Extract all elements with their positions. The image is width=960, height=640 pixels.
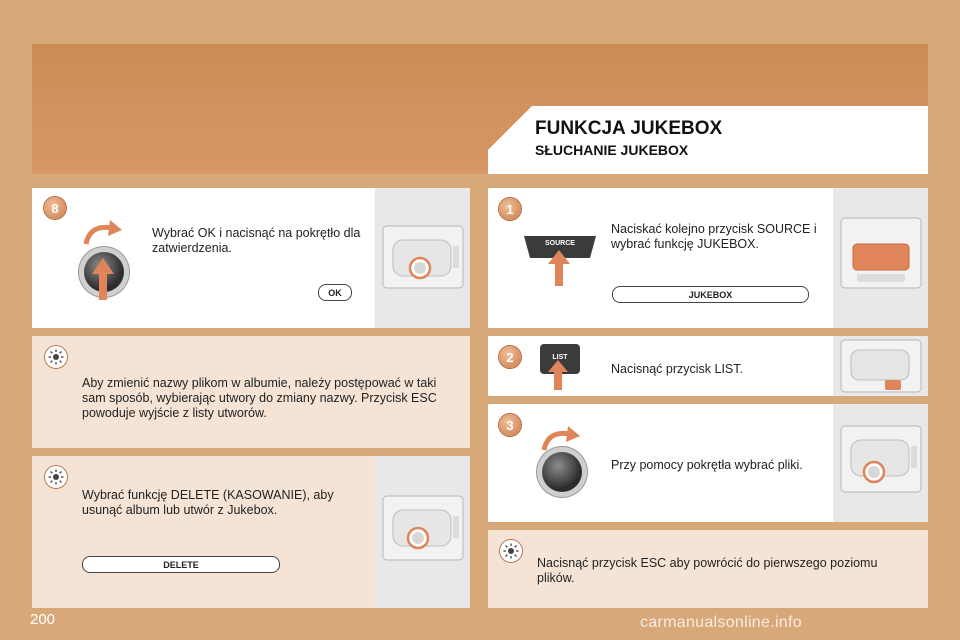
- step1-text: Naciskać kolejno przycisk SOURCE i wybrać funkcję JUKEBOX.: [611, 222, 817, 251]
- tip3-lightbulb-icon: [499, 539, 523, 563]
- ok-pill: OK: [318, 284, 352, 301]
- radio-panel-illustration: [375, 456, 470, 608]
- press-arrow-icon: [92, 258, 114, 300]
- step8-radio-image: [375, 188, 470, 328]
- radio-panel-illustration: [833, 188, 928, 328]
- page-title: FUNKCJA JUKEBOX: [535, 118, 723, 139]
- radio-panel-illustration: [833, 336, 928, 396]
- step2-text: Nacisnąć przycisk LIST.: [611, 362, 743, 376]
- step-badge-2: 2: [499, 346, 521, 368]
- tip1-text: Aby zmienić nazwy plikom w albumie, należy postępować w taki sam sposób, wybierając utwory do zmiany nazwy. Przycisk ESC powoduje wyjście z listy utworów.: [82, 376, 437, 420]
- press-arrow-icon: [548, 250, 570, 286]
- step3-text: Przy pomocy pokrętła wybrać pliki.: [611, 458, 803, 472]
- page-number: 200: [30, 611, 56, 628]
- step-badge-3: 3: [499, 414, 521, 436]
- watermark: carmanualsonline.info: [640, 614, 802, 631]
- list-button-label: LIST: [552, 354, 568, 361]
- step8-text: Wybrać OK i nacisnąć na pokrętło dla zatwierdzenia.: [152, 226, 361, 255]
- radio-panel-illustration: [375, 188, 470, 328]
- step1-radio-image: [833, 188, 928, 328]
- radio-panel-illustration: [833, 404, 928, 522]
- step3-radio-image: [833, 404, 928, 522]
- step-badge-8: 8: [44, 197, 66, 219]
- rotate-arrow-icon: [538, 424, 582, 454]
- tip3-text: Nacisnąć przycisk ESC aby powrócić do pierwszego poziomu plików.: [537, 556, 878, 585]
- jukebox-pill: JUKEBOX: [612, 286, 809, 303]
- step-badge-1: 1: [499, 198, 521, 220]
- delete-pill: DELETE: [82, 556, 280, 573]
- tip1-lightbulb-icon: [44, 345, 68, 369]
- tip2-lightbulb-icon: [44, 465, 68, 489]
- step2-radio-image: [833, 336, 928, 396]
- page-subtitle: SŁUCHANIE JUKEBOX: [535, 142, 689, 158]
- title-card: [488, 106, 928, 174]
- tip2-radio-image: [375, 456, 470, 608]
- tip2-text: Wybrać funkcję DELETE (KASOWANIE), aby usunąć album lub utwór z Jukebox.: [82, 488, 334, 517]
- rotary-knob: [542, 452, 582, 492]
- rotate-arrow-icon: [80, 218, 124, 248]
- press-arrow-icon: [548, 360, 568, 390]
- source-button-label: SOURCE: [545, 240, 575, 247]
